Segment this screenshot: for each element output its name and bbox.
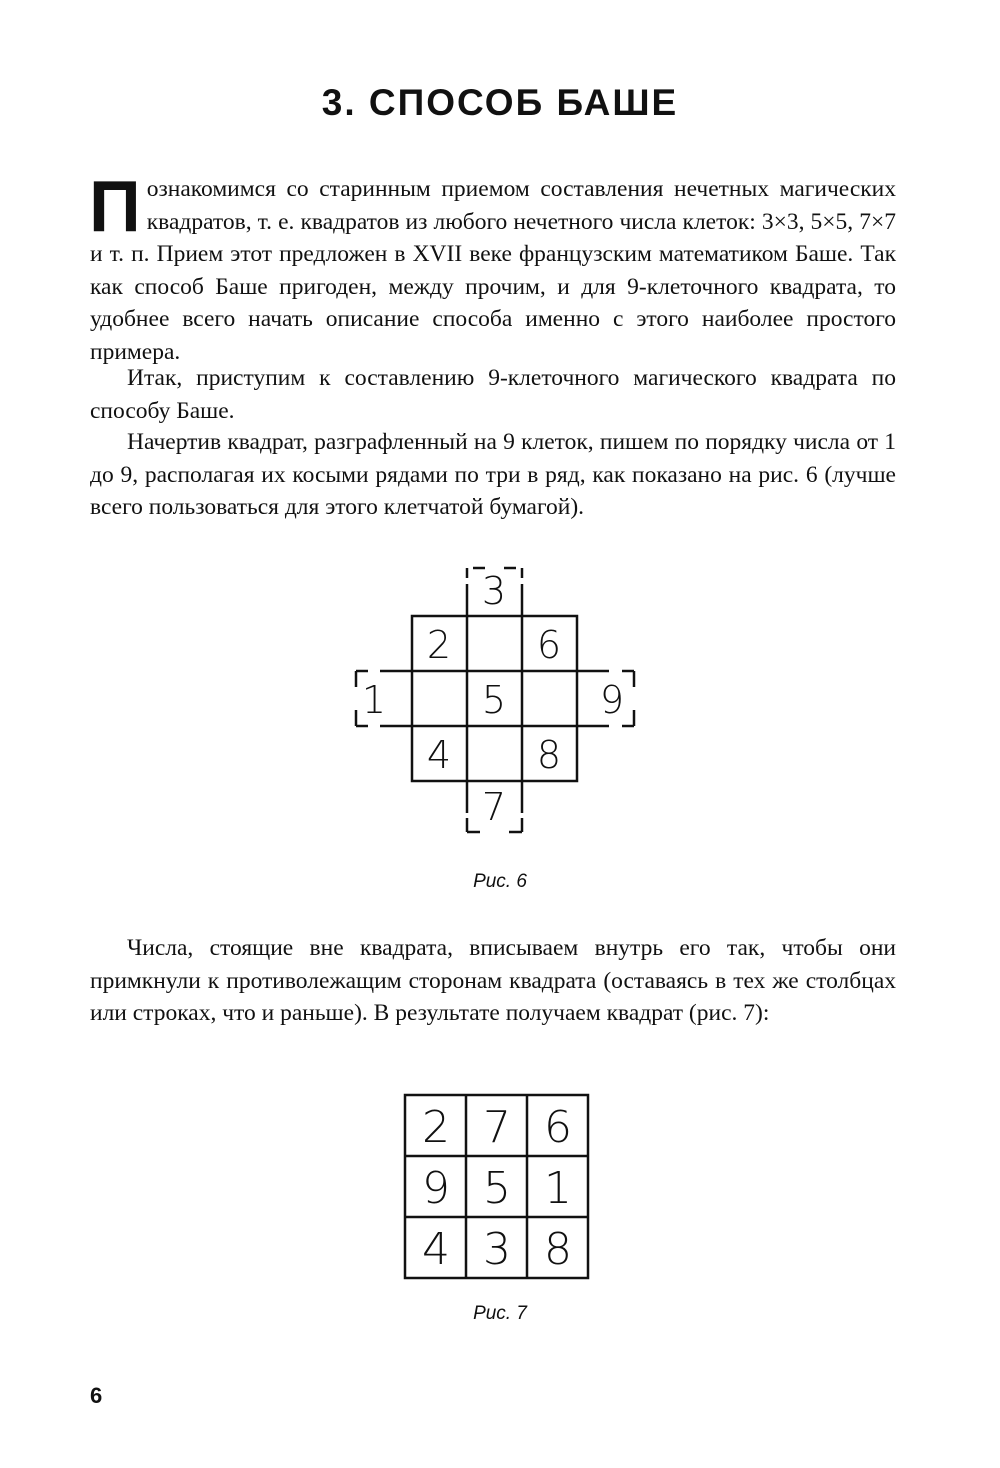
figure-7-caption: Рис. 7 xyxy=(473,1303,527,1324)
figure-6-caption: Рис. 6 xyxy=(473,871,527,892)
fig7-cell-r3c2: 3 xyxy=(483,1224,511,1275)
figure-6 xyxy=(350,560,650,855)
fig7-cell-r1c1: 2 xyxy=(422,1102,450,1153)
paragraph-result: Числа, стоящие вне квадрата, вписываем внутрь его так, чтобы они примкнули к противолежащим сторонам квадрата (оставаясь в тех же столбцах или строках, что и раньше). В результате получаем квадрат (рис. 7): xyxy=(90,935,896,1026)
fig6-number-5: 5 xyxy=(481,678,507,722)
paragraph-method: Начертив квадрат, разграфленный на 9 клеток, пишем по порядку числа от 1 до 9, располагая их косыми рядами по три в ряд, как показано на рис. 6 (лучше всего пользоваться для этого клетчатой бумагой). xyxy=(90,429,896,520)
fig7-cell-r2c1: 9 xyxy=(422,1163,450,1214)
paragraph-begin: Итак, приступим к составлению 9-клеточного магического квадрата по способу Баше. xyxy=(90,365,896,424)
fig7-cell-r3c3: 8 xyxy=(544,1224,572,1275)
fig7-cell-r2c3: 1 xyxy=(544,1163,572,1214)
fig6-number-8: 8 xyxy=(536,733,562,777)
figure-6-diagram xyxy=(350,560,650,850)
fig6-number-9: 9 xyxy=(599,678,625,722)
figure-7 xyxy=(400,1090,594,1289)
fig6-number-6: 6 xyxy=(536,623,562,667)
fig7-cell-r2c2: 5 xyxy=(483,1163,511,1214)
fig7-cell-r1c2: 7 xyxy=(483,1102,511,1153)
fig7-cell-r1c3: 6 xyxy=(544,1102,572,1153)
figure-7-magic-square xyxy=(400,1090,594,1284)
fig6-number-1: 1 xyxy=(361,678,387,722)
fig7-cell-r3c1: 4 xyxy=(422,1224,450,1275)
paragraph-intro-text: ознакомимся со старинным приемом составления нечетных магических квадратов, т. е. квадратов из любого нечетного числа клеток: 3×3, 5×5, 7×7 и т. п. Прием этот предложен в XVII веке французским математиком Баше. Так как способ Баше пригоден, между прочим, и для 9-клеточного квадрата, то удобнее всего начать описание способа именно с этого наиболее простого примера. xyxy=(90,176,896,365)
chapter-title: 3. СПОСОБ БАШЕ xyxy=(321,82,679,123)
fig6-number-7: 7 xyxy=(481,785,507,829)
page-number: 6 xyxy=(90,1383,103,1408)
fig6-number-3: 3 xyxy=(481,569,507,613)
paragraph-intro xyxy=(89,167,896,368)
fig6-number-2: 2 xyxy=(426,623,452,667)
fig6-number-4: 4 xyxy=(426,733,452,777)
drop-cap: П xyxy=(89,167,141,247)
